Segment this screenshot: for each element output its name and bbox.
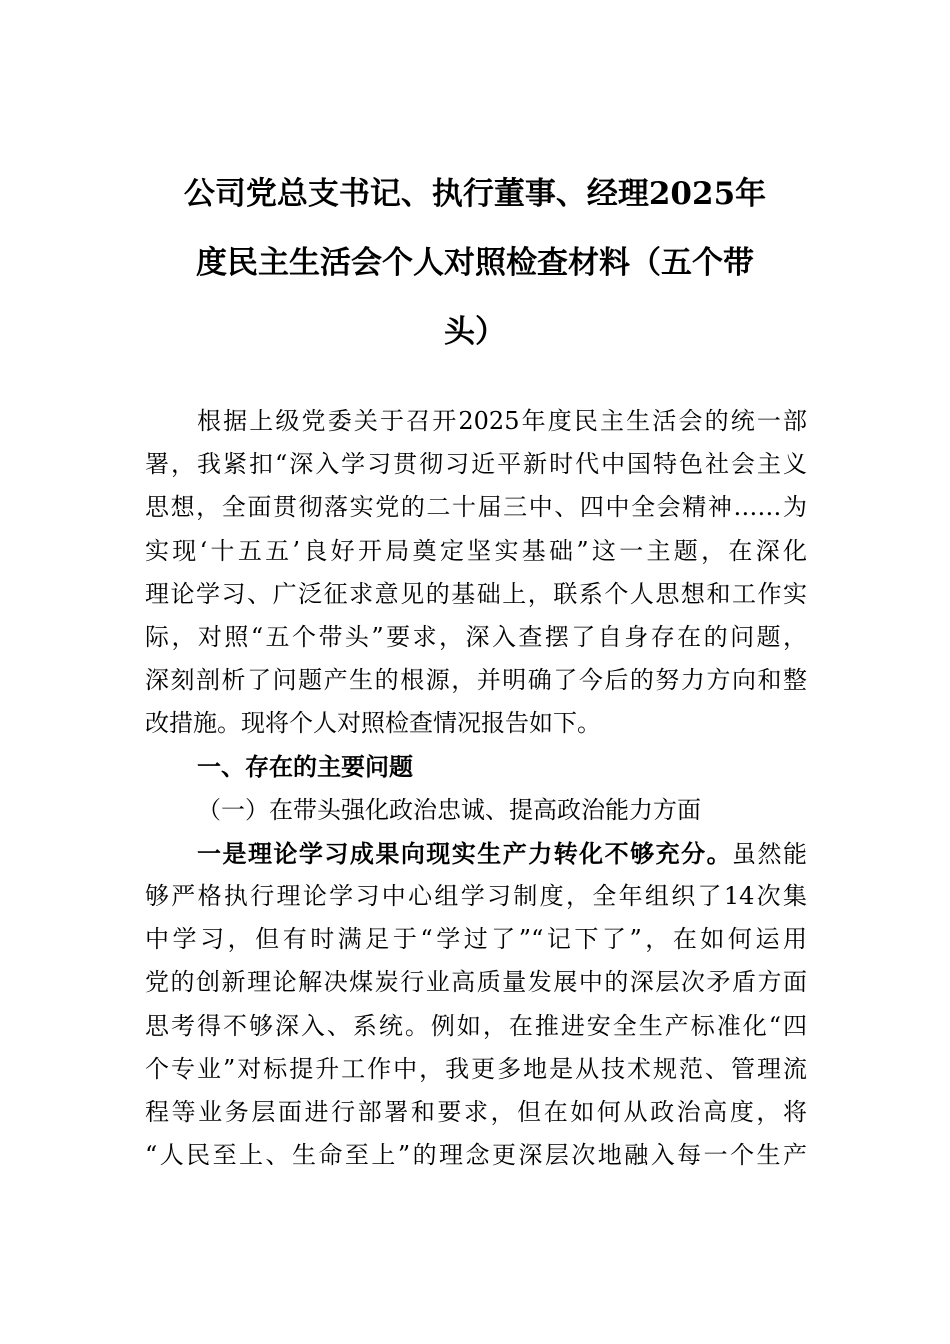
document-body bbox=[145, 400, 807, 1177]
text-line: 改措施。现将个人对照检查情况报告如下。 bbox=[145, 709, 601, 738]
title-line: 头） bbox=[444, 314, 506, 350]
text-line: 理论学习、广泛征求意见的基础上，联系个人思想和工作实 bbox=[145, 579, 807, 608]
section-heading: 一、存在的主要问题 bbox=[197, 752, 413, 781]
point-paragraph bbox=[145, 832, 807, 1178]
text-line: 个专业”对标提升工作中，我更多地是从技术规范、管理流 bbox=[145, 1054, 807, 1083]
text-line: 实现‘十五五’良好开局奠定坚实基础”这一主题，在深化 bbox=[145, 536, 807, 565]
text-line: 思考得不够深入、系统。例如，在推进安全生产标准化“四 bbox=[145, 1011, 807, 1040]
title-line: 公司党总支书记、执行董事、经理2025年 bbox=[183, 176, 767, 212]
text-line bbox=[145, 832, 807, 875]
text-line: 中学习，但有时满足于“学过了”“记下了”，在如何运用 bbox=[145, 925, 807, 954]
text-line: 署，我紧扣“深入学习贯彻习近平新时代中国特色社会主义 bbox=[145, 450, 807, 479]
text-line: 深刻剖析了问题产生的根源，并明确了今后的努力方向和整 bbox=[145, 666, 807, 695]
text-span: 虽然能 bbox=[732, 839, 808, 868]
text-line: 思想，全面贯彻落实党的二十届三中、四中全会精神……为 bbox=[145, 493, 807, 522]
text-line: 根据上级党委关于召开2025年度民主生活会的统一部 bbox=[197, 407, 807, 435]
text-line: 际，对照“五个带头”要求，深入查摆了自身存在的问题， bbox=[145, 622, 807, 651]
text-line: 程等业务层面进行部署和要求，但在如何从政治高度，将 bbox=[145, 1098, 807, 1126]
title-line: 度民主生活会个人对照检查材料（五个带 bbox=[196, 245, 754, 281]
subsection-heading: （一）在带头强化政治忠诚、提高政治能力方面 bbox=[197, 795, 701, 824]
point-lead: 一是理论学习成果向现实生产力转化不够充分。 bbox=[197, 838, 733, 868]
text-line: 党的创新理论解决煤炭行业高质量发展中的深层次矛盾方面 bbox=[145, 968, 807, 997]
text-line: “人民至上、生命至上”的理念更深层次地融入每一个生产 bbox=[145, 1141, 807, 1170]
text-line: 够严格执行理论学习中心组学习制度，全年组织了14次集 bbox=[145, 882, 807, 911]
intro-paragraph bbox=[145, 400, 807, 746]
document-title bbox=[140, 160, 810, 367]
